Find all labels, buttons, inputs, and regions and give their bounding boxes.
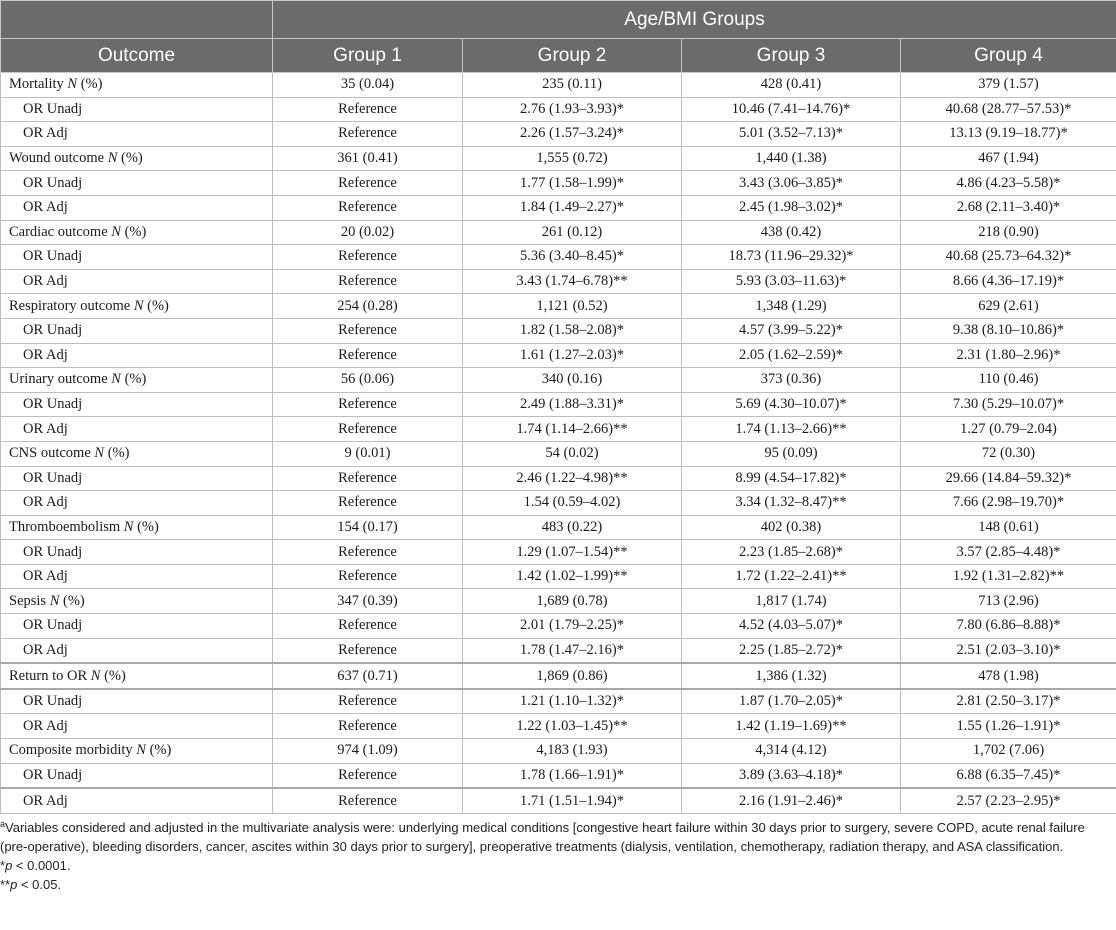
cell-group-2: 1.74 (1.14–2.66)** bbox=[463, 417, 682, 442]
table-row-outcome bbox=[1, 73, 1116, 98]
cell-group-3: 1.42 (1.19–1.69)** bbox=[682, 714, 901, 739]
cell-group-4: 379 (1.57) bbox=[901, 73, 1116, 98]
table-row-outcome bbox=[1, 146, 1116, 171]
table-row-sub bbox=[1, 788, 1116, 813]
row-label bbox=[1, 294, 273, 319]
row-label bbox=[1, 368, 273, 393]
row-label-text: OR Unadj bbox=[23, 100, 83, 117]
row-label-text: OR Unadj bbox=[23, 396, 83, 413]
cell-group-4: 2.57 (2.23–2.95)* bbox=[901, 788, 1116, 813]
cell-group-3: 1,348 (1.29) bbox=[682, 294, 901, 319]
cell-group-2: 54 (0.02) bbox=[463, 441, 682, 466]
row-label bbox=[1, 491, 273, 516]
cell-group-3: 1,386 (1.32) bbox=[682, 663, 901, 689]
cell-group-1: Reference bbox=[273, 614, 463, 639]
cell-group-1: Reference bbox=[273, 245, 463, 270]
footnote-p2-var: p bbox=[10, 876, 18, 892]
cell-group-1: Reference bbox=[273, 195, 463, 220]
row-label-text: OR Adj bbox=[23, 199, 68, 216]
cell-group-2: 1.22 (1.03–1.45)** bbox=[463, 714, 682, 739]
group-1-header: Group 1 bbox=[273, 39, 463, 73]
table-row-sub bbox=[1, 269, 1116, 294]
cell-group-4: 7.30 (5.29–10.07)* bbox=[901, 392, 1116, 417]
row-label bbox=[1, 343, 273, 368]
table-row-sub bbox=[1, 689, 1116, 714]
n-symbol: N bbox=[133, 297, 144, 314]
cell-group-2: 1.82 (1.58–2.08)* bbox=[463, 318, 682, 343]
cell-group-2: 261 (0.12) bbox=[463, 220, 682, 245]
cell-group-1: 347 (0.39) bbox=[273, 589, 463, 614]
table-row-sub bbox=[1, 763, 1116, 788]
row-label-suffix: (%) bbox=[120, 371, 147, 388]
cell-group-4: 110 (0.46) bbox=[901, 368, 1116, 393]
n-symbol: N bbox=[111, 371, 121, 388]
cell-group-4: 2.31 (1.80–2.96)* bbox=[901, 343, 1116, 368]
cell-group-1: Reference bbox=[273, 788, 463, 813]
cell-group-1: 637 (0.71) bbox=[273, 663, 463, 689]
table-row-sub bbox=[1, 122, 1116, 147]
row-label-text: Wound outcome bbox=[9, 150, 105, 167]
cell-group-4: 9.38 (8.10–10.86)* bbox=[901, 318, 1116, 343]
row-label-text: OR Unadj bbox=[23, 693, 83, 710]
cell-group-2: 1,869 (0.86) bbox=[463, 663, 682, 689]
cell-group-2: 1.71 (1.51–1.94)* bbox=[463, 788, 682, 813]
cell-group-2: 1.54 (0.59–4.02) bbox=[463, 491, 682, 516]
cell-group-3: 2.25 (1.85–2.72)* bbox=[682, 638, 901, 663]
table-row-sub bbox=[1, 564, 1116, 589]
table-row-outcome bbox=[1, 441, 1116, 466]
row-label-text: OR Unadj bbox=[23, 469, 83, 486]
cell-group-2: 2.01 (1.79–2.25)* bbox=[463, 614, 682, 639]
cell-group-2: 1.78 (1.66–1.91)* bbox=[463, 763, 682, 788]
row-label bbox=[1, 614, 273, 639]
cell-group-4: 629 (2.61) bbox=[901, 294, 1116, 319]
cell-group-3: 4.52 (4.03–5.07)* bbox=[682, 614, 901, 639]
row-label bbox=[1, 417, 273, 442]
cell-group-2: 235 (0.11) bbox=[463, 73, 682, 98]
cell-group-3: 3.43 (3.06–3.85)* bbox=[682, 171, 901, 196]
table-row-sub bbox=[1, 540, 1116, 565]
n-symbol: N bbox=[90, 667, 101, 684]
table-row-outcome bbox=[1, 368, 1116, 393]
cell-group-4: 218 (0.90) bbox=[901, 220, 1116, 245]
cell-group-4: 72 (0.30) bbox=[901, 441, 1116, 466]
row-label bbox=[1, 739, 273, 764]
cell-group-4: 7.66 (2.98–19.70)* bbox=[901, 491, 1116, 516]
row-label-text: OR Unadj bbox=[23, 248, 83, 265]
table-row-sub bbox=[1, 417, 1116, 442]
row-label-suffix: (%) bbox=[77, 76, 103, 93]
cell-group-4: 2.51 (2.03–3.10)* bbox=[901, 638, 1116, 663]
cell-group-2: 1.42 (1.02–1.99)** bbox=[463, 564, 682, 589]
cell-group-2: 2.76 (1.93–3.93)* bbox=[463, 97, 682, 122]
footnotes bbox=[0, 818, 1116, 894]
row-label bbox=[1, 663, 273, 689]
n-symbol: N bbox=[111, 223, 121, 240]
row-label bbox=[1, 788, 273, 813]
cell-group-4: 1,702 (7.06) bbox=[901, 739, 1116, 764]
cell-group-3: 2.45 (1.98–3.02)* bbox=[682, 195, 901, 220]
table-row-sub bbox=[1, 638, 1116, 663]
outcome-column-header: Outcome bbox=[1, 39, 273, 73]
row-label bbox=[1, 97, 273, 122]
cell-group-2: 2.49 (1.88–3.31)* bbox=[463, 392, 682, 417]
footnote-a-mark: a bbox=[0, 818, 6, 829]
cell-group-2: 1.84 (1.49–2.27)* bbox=[463, 195, 682, 220]
row-label bbox=[1, 269, 273, 294]
group-3-header: Group 3 bbox=[682, 39, 901, 73]
cell-group-2: 1,555 (0.72) bbox=[463, 146, 682, 171]
row-label-suffix: (%) bbox=[133, 518, 159, 535]
cell-group-3: 2.23 (1.85–2.68)* bbox=[682, 540, 901, 565]
cell-group-3: 1.72 (1.22–2.41)** bbox=[682, 564, 901, 589]
table-row-sub bbox=[1, 97, 1116, 122]
cell-group-3: 373 (0.36) bbox=[682, 368, 901, 393]
table-row-sub bbox=[1, 491, 1116, 516]
cell-group-3: 5.93 (3.03–11.63)* bbox=[682, 269, 901, 294]
table-row-outcome bbox=[1, 515, 1116, 540]
row-label bbox=[1, 245, 273, 270]
row-label bbox=[1, 318, 273, 343]
footnote-p2-mark: ** bbox=[0, 876, 11, 892]
row-label bbox=[1, 466, 273, 491]
table-row-sub bbox=[1, 714, 1116, 739]
cell-group-1: Reference bbox=[273, 689, 463, 714]
row-label bbox=[1, 515, 273, 540]
row-label bbox=[1, 73, 273, 98]
n-symbol: N bbox=[94, 445, 105, 462]
cell-group-4: 13.13 (9.19–18.77)* bbox=[901, 122, 1116, 147]
cell-group-3: 95 (0.09) bbox=[682, 441, 901, 466]
cell-group-1: 974 (1.09) bbox=[273, 739, 463, 764]
cell-group-1: Reference bbox=[273, 491, 463, 516]
row-label bbox=[1, 689, 273, 714]
cell-group-2: 1,121 (0.52) bbox=[463, 294, 682, 319]
header-corner bbox=[1, 1, 273, 39]
row-label-text: OR Adj bbox=[23, 717, 68, 734]
cell-group-1: Reference bbox=[273, 343, 463, 368]
row-label bbox=[1, 714, 273, 739]
cell-group-3: 1.87 (1.70–2.05)* bbox=[682, 689, 901, 714]
cell-group-4: 40.68 (25.73–64.32)* bbox=[901, 245, 1116, 270]
cell-group-2: 483 (0.22) bbox=[463, 515, 682, 540]
row-label-text: Return to OR bbox=[9, 667, 88, 684]
cell-group-4: 8.66 (4.36–17.19)* bbox=[901, 269, 1116, 294]
row-label bbox=[1, 638, 273, 663]
row-label-text: Urinary outcome bbox=[9, 371, 108, 388]
cell-group-4: 1.27 (0.79–2.04) bbox=[901, 417, 1116, 442]
cell-group-1: Reference bbox=[273, 714, 463, 739]
row-label-text: Sepsis bbox=[9, 592, 47, 609]
footnote-a-text: Variables considered and adjusted in the multivariate analysis were: underlying medical conditions [congestive heart failure within 30 days prior to surgery, severe COPD, acute renal failure (pre-operative), bleeding disorders, cancer, ascites within 30 days prior to surgery], preoperative treatments (dialysis, ventilation, chemotherapy, radiation therapy, and ASA classification. bbox=[0, 819, 1085, 854]
row-label-text: Respiratory outcome bbox=[9, 297, 131, 314]
cell-group-2: 340 (0.16) bbox=[463, 368, 682, 393]
cell-group-1: 20 (0.02) bbox=[273, 220, 463, 245]
n-symbol: N bbox=[136, 742, 146, 759]
cell-group-2: 2.26 (1.57–3.24)* bbox=[463, 122, 682, 147]
table-row-sub bbox=[1, 195, 1116, 220]
row-label-text: Composite morbidity bbox=[9, 742, 133, 759]
cell-group-2: 2.46 (1.22–4.98)** bbox=[463, 466, 682, 491]
cell-group-3: 1,817 (1.74) bbox=[682, 589, 901, 614]
cell-group-3: 1.74 (1.13–2.66)** bbox=[682, 417, 901, 442]
n-symbol: N bbox=[67, 76, 78, 93]
footnote-p2 bbox=[0, 875, 1112, 894]
row-label-suffix: (%) bbox=[100, 667, 126, 684]
cell-group-1: 9 (0.01) bbox=[273, 441, 463, 466]
row-label-text: OR Adj bbox=[23, 125, 68, 142]
cell-group-4: 148 (0.61) bbox=[901, 515, 1116, 540]
table-row-sub bbox=[1, 392, 1116, 417]
cell-group-1: Reference bbox=[273, 638, 463, 663]
cell-group-3: 5.69 (4.30–10.07)* bbox=[682, 392, 901, 417]
cell-group-4: 7.80 (6.86–8.88)* bbox=[901, 614, 1116, 639]
cell-group-4: 2.68 (2.11–3.40)* bbox=[901, 195, 1116, 220]
table-row-sub bbox=[1, 466, 1116, 491]
cell-group-1: Reference bbox=[273, 763, 463, 788]
cell-group-1: Reference bbox=[273, 417, 463, 442]
row-label bbox=[1, 763, 273, 788]
cell-group-1: Reference bbox=[273, 269, 463, 294]
row-label bbox=[1, 122, 273, 147]
cell-group-4: 1.92 (1.31–2.82)** bbox=[901, 564, 1116, 589]
cell-group-1: Reference bbox=[273, 171, 463, 196]
table-row-sub bbox=[1, 245, 1116, 270]
group-4-header: Group 4 bbox=[901, 39, 1116, 73]
table-row-outcome bbox=[1, 739, 1116, 764]
footnote-p1 bbox=[0, 856, 1112, 875]
cell-group-4: 3.57 (2.85–4.48)* bbox=[901, 540, 1116, 565]
cell-group-3: 402 (0.38) bbox=[682, 515, 901, 540]
cell-group-2: 4,183 (1.93) bbox=[463, 739, 682, 764]
row-label bbox=[1, 540, 273, 565]
cell-group-1: Reference bbox=[273, 318, 463, 343]
row-label-suffix: (%) bbox=[120, 223, 147, 240]
row-label bbox=[1, 220, 273, 245]
table-row-sub bbox=[1, 171, 1116, 196]
row-label-text: OR Adj bbox=[23, 494, 68, 511]
row-label bbox=[1, 195, 273, 220]
cell-group-2: 3.43 (1.74–6.78)** bbox=[463, 269, 682, 294]
row-label-text: OR Unadj bbox=[23, 322, 83, 339]
row-label-text: OR Unadj bbox=[23, 766, 83, 783]
cell-group-4: 1.55 (1.26–1.91)* bbox=[901, 714, 1116, 739]
cell-group-2: 5.36 (3.40–8.45)* bbox=[463, 245, 682, 270]
cell-group-1: Reference bbox=[273, 540, 463, 565]
row-label-text: CNS outcome bbox=[9, 445, 91, 462]
cell-group-1: 56 (0.06) bbox=[273, 368, 463, 393]
row-label-text: OR Adj bbox=[23, 273, 68, 290]
table-row-outcome bbox=[1, 294, 1116, 319]
cell-group-4: 6.88 (6.35–7.45)* bbox=[901, 763, 1116, 788]
cell-group-4: 4.86 (4.23–5.58)* bbox=[901, 171, 1116, 196]
cell-group-3: 3.34 (1.32–8.47)** bbox=[682, 491, 901, 516]
row-label bbox=[1, 589, 273, 614]
row-label bbox=[1, 171, 273, 196]
row-label-text: OR Unadj bbox=[23, 617, 83, 634]
cell-group-1: Reference bbox=[273, 122, 463, 147]
row-label bbox=[1, 146, 273, 171]
row-label-text: OR Adj bbox=[23, 568, 68, 585]
cell-group-1: Reference bbox=[273, 564, 463, 589]
row-label-text: OR Adj bbox=[23, 420, 68, 437]
row-label-suffix: (%) bbox=[143, 297, 169, 314]
footnote-p2-text: < 0.05. bbox=[17, 876, 62, 892]
cell-group-2: 1.61 (1.27–2.03)* bbox=[463, 343, 682, 368]
group-title-header: Age/BMI Groups bbox=[273, 1, 1116, 39]
row-label-suffix: (%) bbox=[145, 742, 172, 759]
row-label-text: Mortality bbox=[9, 76, 64, 93]
row-label-text: Thromboembolism bbox=[9, 518, 121, 535]
table-body bbox=[1, 73, 1116, 814]
cell-group-3: 10.46 (7.41–14.76)* bbox=[682, 97, 901, 122]
cell-group-4: 713 (2.96) bbox=[901, 589, 1116, 614]
cell-group-3: 4,314 (4.12) bbox=[682, 739, 901, 764]
row-label-text: OR Unadj bbox=[23, 174, 83, 191]
cell-group-3: 2.16 (1.91–2.46)* bbox=[682, 788, 901, 813]
cell-group-2: 1.77 (1.58–1.99)* bbox=[463, 171, 682, 196]
cell-group-3: 18.73 (11.96–29.32)* bbox=[682, 245, 901, 270]
cell-group-1: 154 (0.17) bbox=[273, 515, 463, 540]
table-row-sub bbox=[1, 614, 1116, 639]
cell-group-2: 1,689 (0.78) bbox=[463, 589, 682, 614]
cell-group-3: 3.89 (3.63–4.18)* bbox=[682, 763, 901, 788]
cell-group-3: 8.99 (4.54–17.82)* bbox=[682, 466, 901, 491]
cell-group-1: Reference bbox=[273, 392, 463, 417]
row-label-text: OR Adj bbox=[23, 346, 68, 363]
footnote-p1-text: < 0.0001. bbox=[12, 857, 71, 873]
cell-group-1: 361 (0.41) bbox=[273, 146, 463, 171]
cell-group-4: 478 (1.98) bbox=[901, 663, 1116, 689]
table-row-outcome bbox=[1, 220, 1116, 245]
cell-group-1: 35 (0.04) bbox=[273, 73, 463, 98]
row-label-text: Cardiac outcome bbox=[9, 223, 108, 240]
cell-group-2: 1.29 (1.07–1.54)** bbox=[463, 540, 682, 565]
footnote-p1-var: p bbox=[5, 857, 13, 873]
cell-group-1: Reference bbox=[273, 97, 463, 122]
cell-group-4: 40.68 (28.77–57.53)* bbox=[901, 97, 1116, 122]
cell-group-4: 2.81 (2.50–3.17)* bbox=[901, 689, 1116, 714]
row-label-suffix: (%) bbox=[104, 445, 130, 462]
row-label bbox=[1, 441, 273, 466]
n-symbol: N bbox=[123, 518, 134, 535]
cell-group-3: 428 (0.41) bbox=[682, 73, 901, 98]
cell-group-3: 5.01 (3.52–7.13)* bbox=[682, 122, 901, 147]
row-label-text: OR Unadj bbox=[23, 543, 83, 560]
group-2-header: Group 2 bbox=[463, 39, 682, 73]
row-label-suffix: (%) bbox=[59, 592, 85, 609]
table-row-outcome bbox=[1, 663, 1116, 689]
row-label-text: OR Adj bbox=[23, 792, 68, 809]
cell-group-4: 29.66 (14.84–59.32)* bbox=[901, 466, 1116, 491]
n-symbol: N bbox=[49, 592, 60, 609]
cell-group-2: 1.21 (1.10–1.32)* bbox=[463, 689, 682, 714]
cell-group-3: 2.05 (1.62–2.59)* bbox=[682, 343, 901, 368]
row-label-text: OR Adj bbox=[23, 641, 68, 658]
footnote-a bbox=[0, 818, 1112, 856]
cell-group-1: 254 (0.28) bbox=[273, 294, 463, 319]
cell-group-1: Reference bbox=[273, 466, 463, 491]
cell-group-3: 4.57 (3.99–5.22)* bbox=[682, 318, 901, 343]
footnote-p1-mark: * bbox=[0, 857, 6, 873]
n-symbol: N bbox=[107, 150, 118, 167]
cell-group-3: 1,440 (1.38) bbox=[682, 146, 901, 171]
table-row-sub bbox=[1, 343, 1116, 368]
row-label-suffix: (%) bbox=[117, 150, 143, 167]
table-row-sub bbox=[1, 318, 1116, 343]
table-row-outcome bbox=[1, 589, 1116, 614]
row-label bbox=[1, 564, 273, 589]
cell-group-3: 438 (0.42) bbox=[682, 220, 901, 245]
cell-group-4: 467 (1.94) bbox=[901, 146, 1116, 171]
cell-group-2: 1.78 (1.47–2.16)* bbox=[463, 638, 682, 663]
row-label bbox=[1, 392, 273, 417]
